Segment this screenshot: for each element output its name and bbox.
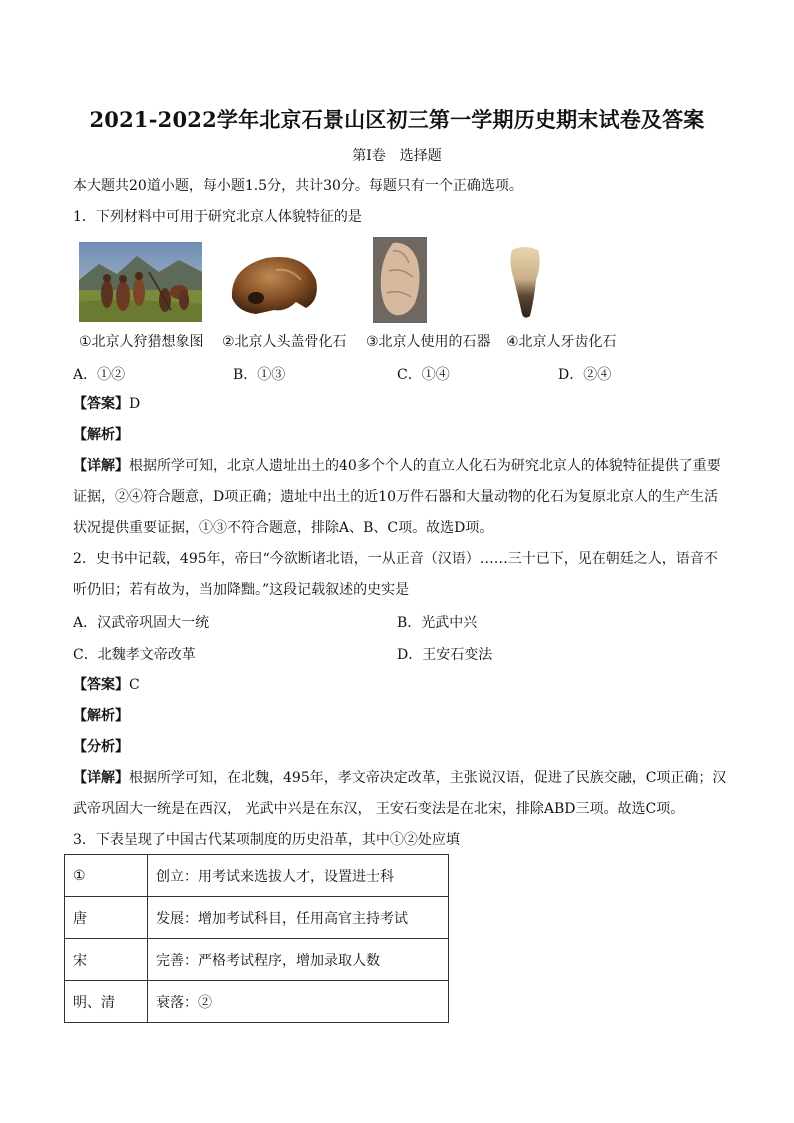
history-table [64, 854, 449, 1023]
q1-option-c: C．①④ [397, 367, 450, 383]
image-caption: ④北京人牙齿化石 [506, 334, 617, 350]
image-caption: ②北京人头盖骨化石 [222, 334, 347, 350]
q2-option-a: A．汉武帝巩固大一统 [73, 615, 210, 631]
table-cell: ① [65, 855, 148, 897]
table-row [65, 939, 449, 981]
table-row [65, 855, 449, 897]
q2-answer [73, 675, 140, 695]
table-cell: 宋 [65, 939, 148, 981]
hunting-scene-painting-icon [79, 242, 202, 322]
table-cell: 完善：严格考试程序，增加录取人数 [148, 939, 449, 981]
page-title: 2021-2022学年北京石景山区初三第一学期历史期末试卷及答案 [89, 107, 705, 132]
table-cell: 衰落：② [148, 981, 449, 1023]
question-2-stem: 听仍旧；若有故为，当加降黜。”这段记载叙述的史实是 [73, 582, 410, 598]
q2-detail-line: 武帝巩固大一统是在西汉， 光武中兴是在东汉， 王安石变法是在北宋，排除ABD三项。故选C项。 [73, 801, 685, 817]
q1-option-a: A．①② [73, 367, 126, 383]
q2-option-b: B．光武中兴 [397, 615, 478, 631]
q1-option-b: B．①③ [233, 367, 286, 383]
q1-detail-line: 证据，②④符合题意，D项正确；遗址中出土的近10万件石器和大量动物的化石为复原北京人的生产生活 [73, 489, 719, 505]
question-1-stem: 1．下列材料中可用于研究北京人体貌特征的是 [73, 209, 362, 225]
detail-text: 根据所学可知，在北魏，495年，孝文帝决定改革，主张说汉语，促进了民族交融，C项正确；汉 [129, 770, 727, 786]
detail-label: 【详解】 [73, 458, 129, 474]
table-cell: 明、清 [65, 981, 148, 1023]
q2-detail-line [73, 768, 726, 788]
table-cell: 发展：增加考试科目，任用高官主持考试 [148, 897, 449, 939]
answer-label: 【答案】 [73, 396, 129, 412]
image-caption: ③北京人使用的石器 [366, 334, 491, 350]
q1-detail-line [73, 456, 721, 476]
detail-label: 【详解】 [73, 770, 129, 786]
table-cell: 创立：用考试来选拔人才，设置进士科 [148, 855, 449, 897]
q2-fenxi-label: 【分析】 [73, 739, 129, 755]
q1-detail-line: 状况提供重要证据，①③不符合题意，排除A、B、C项。故选D项。 [73, 520, 494, 536]
section-heading: 第Ⅰ卷 选择题 [352, 148, 442, 164]
q2-option-c: C．北魏孝文帝改革 [73, 647, 196, 663]
answer-value: D [129, 396, 141, 412]
answer-label: 【答案】 [73, 677, 129, 693]
tooth-fossil-icon [506, 244, 544, 320]
table-row [65, 897, 449, 939]
q1-analysis-label: 【解析】 [73, 427, 129, 443]
answer-value: C [129, 677, 140, 693]
stone-tool-icon [373, 237, 427, 323]
q1-answer [73, 394, 140, 414]
instructions: 本大题共20道小题，每小题1.5分，共计30分。每题只有一个正确选项。 [73, 178, 523, 194]
question-2-stem: 2．史书中记载，495年，帝曰“今欲断诸北语，一从正音（汉语）……三十已下，见在朝廷之人，语音不 [73, 551, 718, 567]
skull-fossil-icon [226, 250, 321, 318]
detail-text: 根据所学可知，北京人遗址出土的40多个个人的直立人化石为研究北京人的体貌特征提供了重要 [129, 458, 721, 474]
table-cell: 唐 [65, 897, 148, 939]
image-caption: ①北京人狩猎想象图 [79, 334, 204, 350]
question-3-stem: 3．下表呈现了中国古代某项制度的历史沿革，其中①②处应填 [73, 832, 460, 848]
q2-analysis-label: 【解析】 [73, 708, 129, 724]
table-row [65, 981, 449, 1023]
q2-option-d: D．王安石变法 [397, 647, 493, 663]
q1-option-d: D．②④ [558, 367, 612, 383]
